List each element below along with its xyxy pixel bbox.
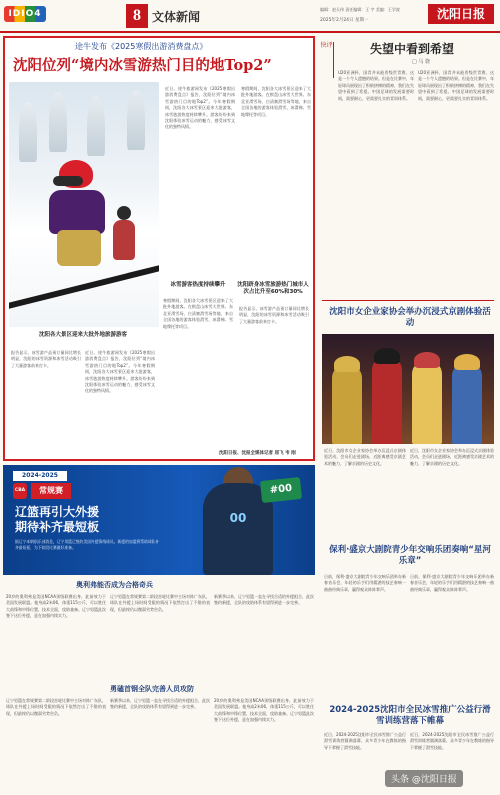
feature-subhead-1: 沈阳各大景区迎来大批外地旅游游客 — [38, 332, 127, 338]
opera-body-col1: 近日，沈阳市女企业家协会举办沉浸式京剧体验活动，会员们走进剧场，近距离感受京剧艺术的魅力，了解京剧的历史文化。 — [324, 448, 406, 466]
section-divider — [322, 300, 494, 301]
article-oliver-body-col3: 新赛季以来，辽宁男篮一直在寻找合适的外援组合，此次签约新援，全队的攻防体系有望得到进一步完善。 — [214, 594, 314, 606]
orchestra-body-col2: 日前，保利·盛京大剧院青少年交响乐团举办新春音乐会，年轻的乐手们用精湛的技艺奏响一曲曲经典乐章，赢得观众阵阵掌声。 — [410, 574, 494, 592]
cba-headline-line1: 辽篮再引大外援 — [15, 505, 100, 519]
skier-figure — [45, 160, 109, 270]
platform-watermark: 头条 @沈阳日报 — [385, 770, 463, 787]
article-oliver-body-col1: 20岁的奥利弗是美国NCAA顶级联赛出身，此前效力于美国发展联盟。他身高2米06，体重115公斤，可以胜任大前锋和中锋位置，技术全面，攻防兼备。辽宁男篮此次签下这位外援，意在加强内线实力。 — [6, 594, 106, 619]
article-oliver-body-col2: 辽宁男篮在常规赛第二阶段首轮比赛中主场对阵广东队，球队在外援上场时间受限的情况下依然打出了不错的表现，但最终仍以微弱劣势告负。 — [110, 594, 210, 612]
child-figure — [113, 220, 135, 260]
article-lower-body-col1: 辽宁男篮在常规赛第二阶段首轮比赛中主场对阵广东队，球队在外援上场时间受限的情况下依然打出了不错的表现，但最终仍以微弱劣势告负。 — [6, 698, 106, 716]
opera-photo — [322, 334, 494, 444]
season-label: 2024-2025 — [13, 471, 67, 481]
cba-headline-line2: 期待补齐最短板 — [15, 520, 100, 534]
article-lower-body-col3: 20岁的奥利弗是美国NCAA顶级联赛出身，此前效力于美国发展联盟。他身高2米06，体重115公斤，可以胜任大前锋和中锋位置，技术全面，攻防兼备。辽宁男篮此次签下这位外援，意在加强内线实力。 — [214, 698, 314, 723]
commentary-body-col1: U20亚洲杯，国青并未能晋级世青赛，这是一个令人遗憾的结果。但是在比赛中，年轻球员展现出了积极拼搏的精神，我们在失望中看到了希望。中国足球的发展需要时间，需要耐心，更需要扎实的青训体系。 — [338, 70, 414, 101]
feature-body-col6: 报告显示，冰雪游产品预订量同比增长明显，沈阳的冰雪资源和冰雪活动吸引了大量游客前来打卡。 — [239, 306, 309, 324]
feature-body-col4: 近日，途牛旅游网发布《2025寒假出游消费盘点》报告，沈阳位列“境内冰雪游热门目的地Top2”。今年寒假期间，沈阳各大冰雪景区迎来大批游客，冰雪旅游热度持续攀升。游客纷纷来到沈阳体验冰雪运动的魅力，感受冰雪文化的独特风情。 — [85, 350, 155, 394]
orchestra-title[interactable]: 保利·盛京大剧院青少年交响乐团奏响“星河乐章” — [329, 545, 491, 566]
feature-body-col1: 近日，途牛旅游网发布《2025寒假出游消费盘点》报告，沈阳位列“境内冰雪游热门目的地Top2”。今年寒假期间，沈阳各大冰雪景区迎来大批游客，冰雪旅游热度持续攀升。游客纷纷来到沈阳体验冰雪运动的魅力，感受冰雪文化的独特风情。 — [165, 86, 235, 130]
cba-logo: CBA — [13, 483, 27, 499]
number-badge: #00 — [260, 477, 302, 503]
feature-byline: 沈阳日报、沈报全媒体记者 屈飞 韦 刚 — [219, 451, 296, 456]
commentary-body-col2: U20亚洲杯，国青并未能晋级世青赛，这是一个令人遗憾的结果。但是在比赛中，年轻球员展现出了积极拼搏的精神，我们在失望中看到了希望。中国足球的发展需要时间，需要耐心，更需要扎实的青训体系。 — [418, 70, 494, 101]
feature-body-col3: 报告显示，冰雪游产品预订量同比增长明显，沈阳的冰雪资源和冰雪活动吸引了大量游客前来打卡。 — [11, 350, 81, 368]
cba-banner — [3, 465, 315, 575]
commentary-author: □ 马 骁 — [412, 59, 430, 65]
ski-camp-title[interactable]: 2024-2025沈阳市全民冰雪推广公益行滑雪训练营落下帷幕 — [329, 705, 491, 726]
feature-body-col2: 寒假期间，沈阳各大冰雪景区迎来了大批外地游客。在棋盘山冰雪大世界、东北亚滑雪场、白清寨滑雪场等地，来自全国各地的游客体验滑雪、冰滑梯、雪地摩托等项目。 — [241, 86, 311, 117]
feature-subhead-2: 冰雪游客热度持续攀升 — [170, 282, 226, 288]
paper-name: 沈阳日报 — [428, 4, 494, 24]
league-label: 常规赛 — [31, 483, 71, 499]
ski-photo — [9, 82, 159, 327]
commentary-tag: 快评 — [320, 42, 334, 78]
cba-headline[interactable] — [15, 505, 99, 535]
article-lower-body-col2: 新赛季以来，辽宁男篮一直在寻找合适的外援组合，此次签约新援，全队的攻防体系有望得到进一步完善。 — [110, 698, 210, 710]
section-title: 文体新闻 — [152, 10, 201, 24]
jersey-number: 00 — [229, 511, 247, 525]
page-number: 8 — [126, 4, 148, 28]
ski-camp-body-col2: 近日，2024-2025沈阳市全民冰雪推广公益行滑雪训练营圆满落幕，众多青少年在教练的指导下掌握了滑雪技能。 — [410, 732, 494, 750]
issue-date: 2025年2月24日 星期一 — [320, 18, 369, 23]
masthead — [0, 0, 500, 33]
ski-camp-body-col1: 近日，2024-2025沈阳市全民冰雪推广公益行滑雪训练营圆满落幕，众多青少年在教练的指导下掌握了滑雪技能。 — [324, 732, 406, 750]
article-lower-title[interactable]: 勇磕首钢全队完善人员攻防 — [110, 685, 194, 693]
feature-title[interactable]: 沈阳位列“境内冰雪游热门目的地Top2” — [13, 57, 272, 74]
feature-body-col5: 寒假期间，沈阳各大冰雪景区迎来了大批外地游客。在棋盘山冰雪大世界、东北亚滑雪场、白清寨滑雪场等地，来自全国各地的游客体验滑雪、冰滑梯、雪地摩托等项目。 — [163, 298, 233, 329]
opera-body-col2: 近日，沈阳市女企业家协会举办沉浸式京剧体验活动，会员们走进剧场，近距离感受京剧艺术的魅力，了解京剧的历史文化。 — [410, 448, 494, 466]
commentary-title[interactable]: 失望中看到希望 — [370, 42, 455, 56]
ski — [9, 264, 159, 311]
editor-credits: 编辑：赵天伟 责任编辑：王 宇 美编：王学波 — [320, 7, 400, 12]
orchestra-body-col1: 日前，保利·盛京大剧院青少年交响乐团举办新春音乐会，年轻的乐手们用精湛的技艺奏响一曲曲经典乐章，赢得观众阵阵掌声。 — [324, 574, 406, 592]
cba-blurb: 据辽宁本钢俱乐部消息，辽宁男篮已签约美国外援锋线球员。新援的加盟将帮助球队补齐最短板，为下阶段比赛做好准备。 — [15, 539, 160, 550]
article-oliver-title[interactable]: 奥利弗能否成为合格奇兵 — [76, 581, 153, 589]
newspaper-logo: IDIO4 — [4, 6, 46, 22]
opera-title[interactable]: 沈阳市女企业家协会举办沉浸式京剧体验活动 — [329, 307, 491, 328]
feature-subhead-5: 沈阳跻身冰雪旅游热门城市人次占比升至60%和30% — [237, 282, 309, 295]
feature-series: 途牛发布《2025寒假出游消费盘点》 — [75, 42, 208, 51]
feature-article — [3, 36, 315, 461]
